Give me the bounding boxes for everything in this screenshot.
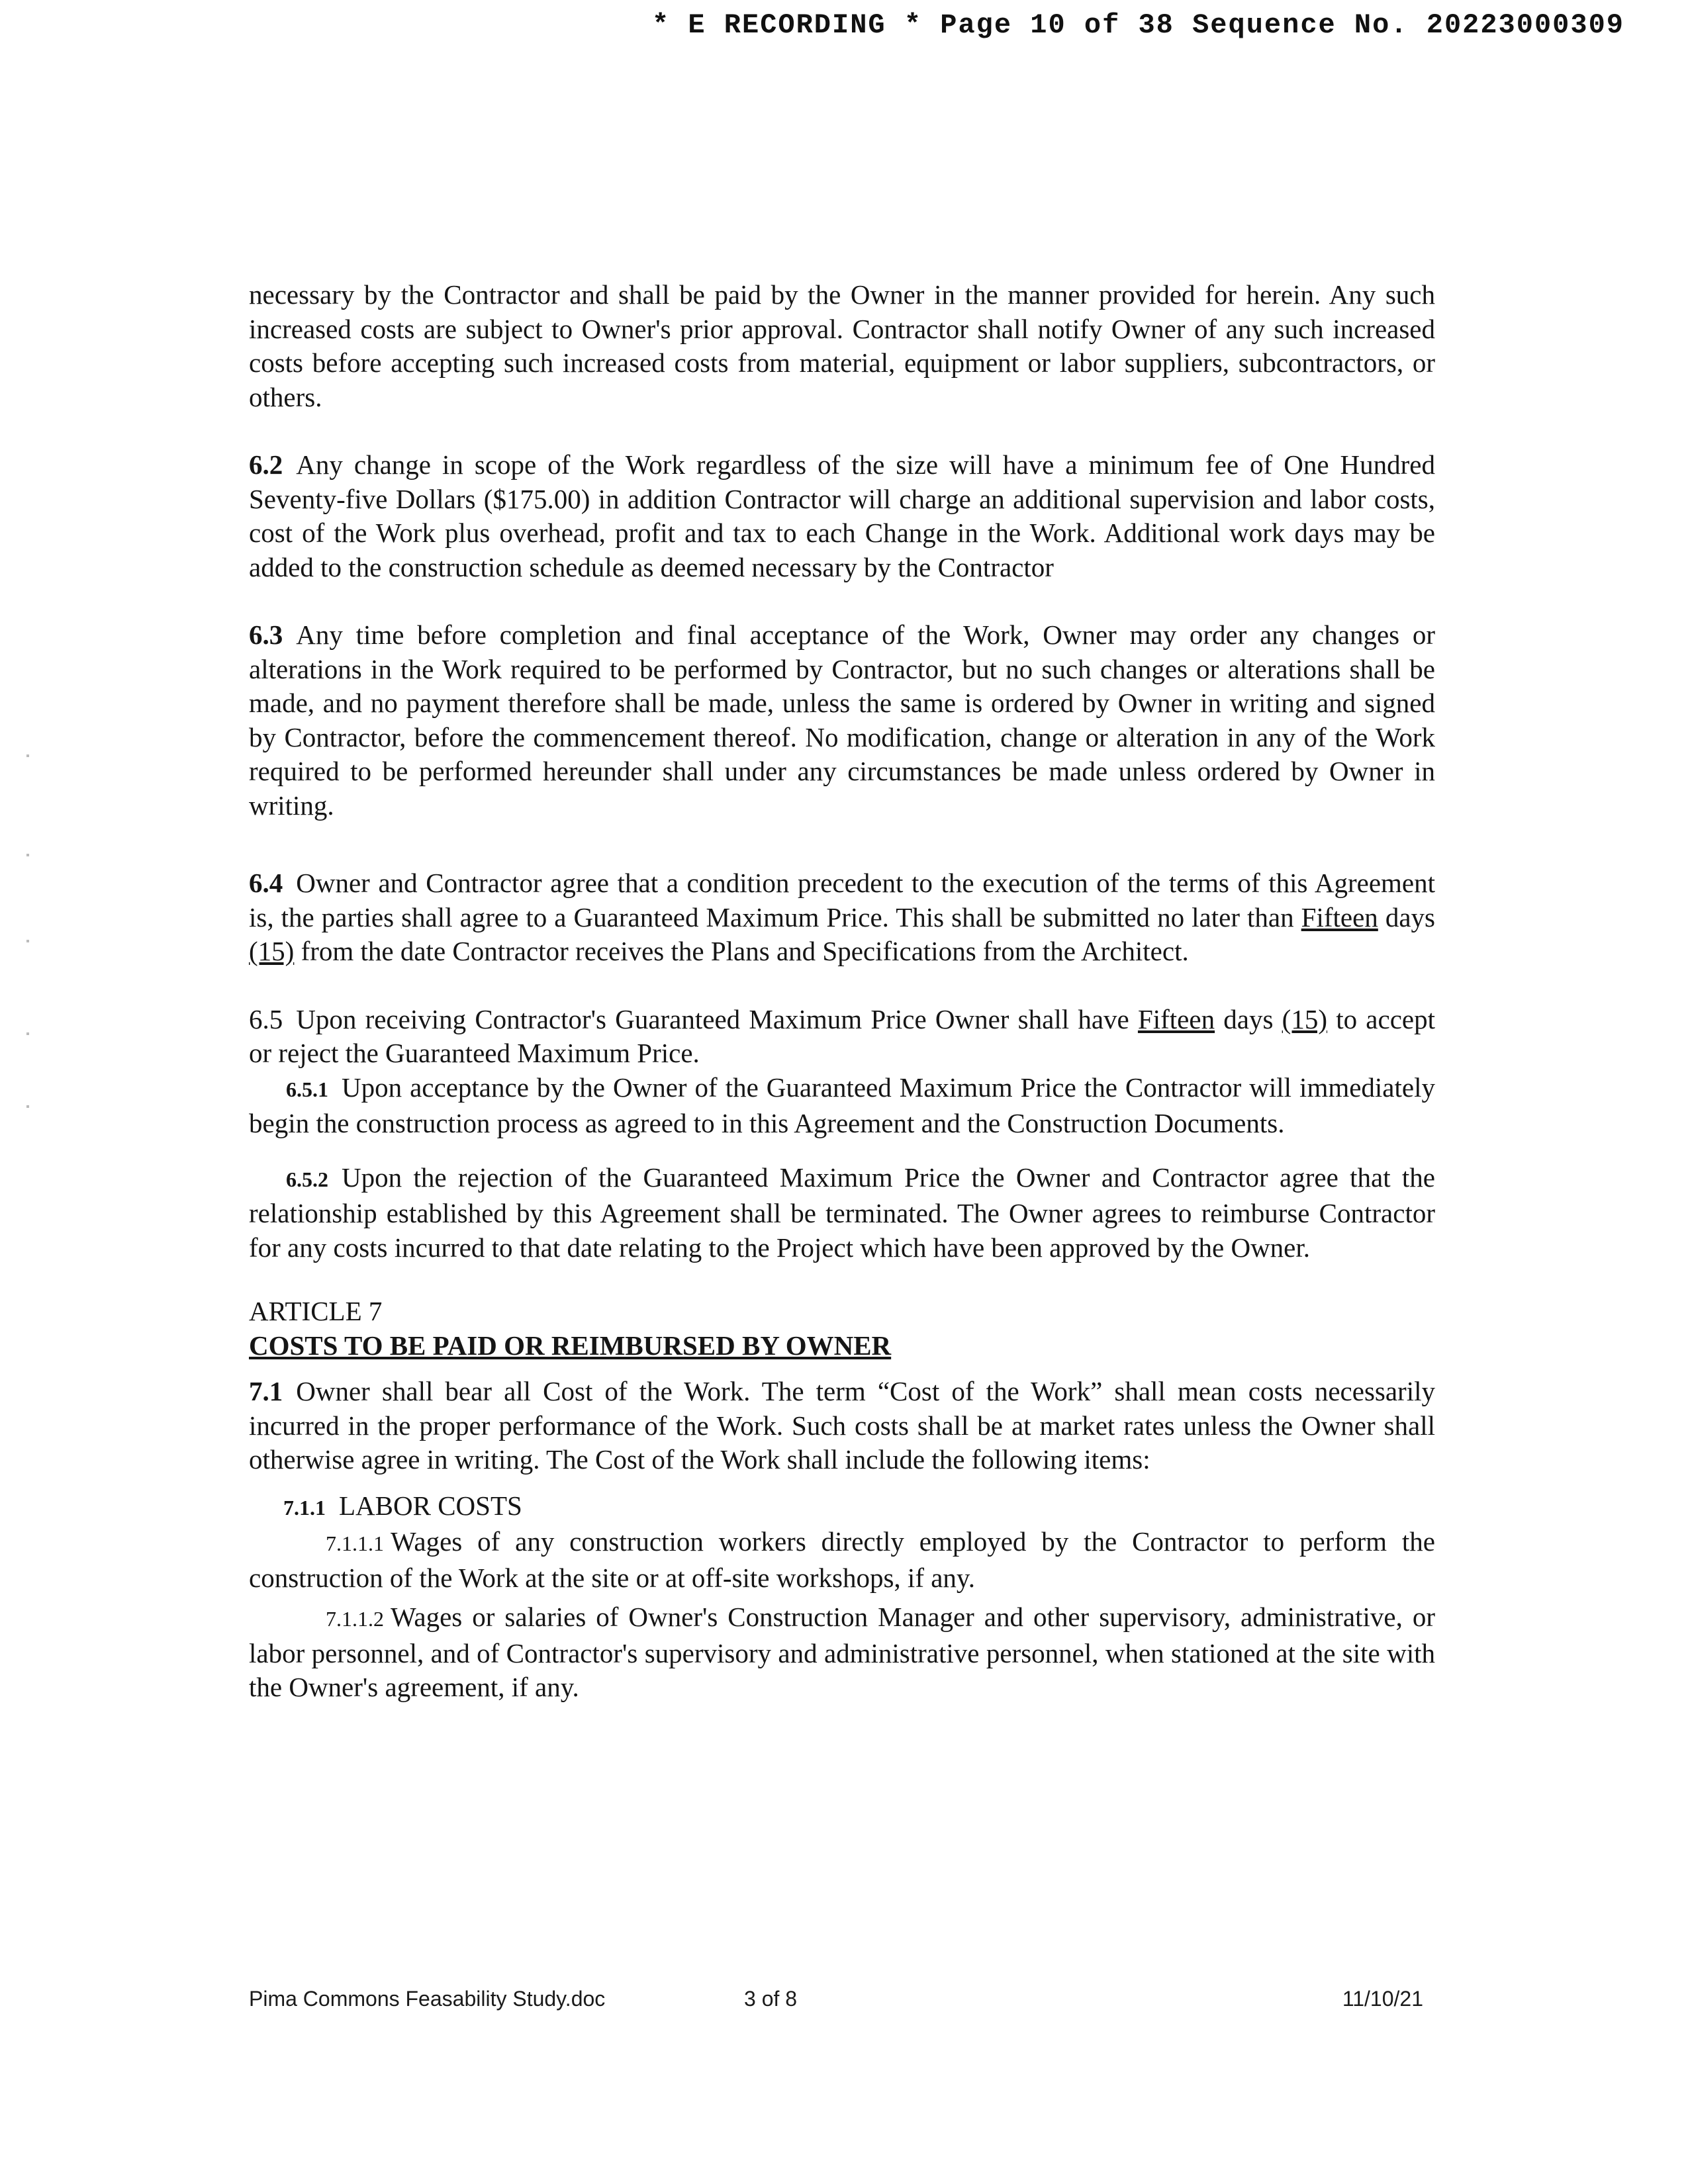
recording-header: * E RECORDING * Page 10 of 38 Sequence No. 20223000309 <box>651 9 1624 41</box>
section-number: 6.5.2 <box>286 1167 328 1191</box>
section-number: 7.1.1 <box>283 1495 326 1520</box>
section-6-2 <box>249 448 1435 584</box>
margin-mark <box>26 940 29 942</box>
section-7-1-1 <box>249 1489 1435 1525</box>
section-text: days <box>1223 1003 1274 1034</box>
document-body <box>249 278 1435 1705</box>
section-text: Wages of any construction workers directly employed by the Contractor to perform the construction of the Work at the site or at off-site workshops, if any. <box>249 1526 1435 1593</box>
paragraph-continuation <box>249 278 1435 414</box>
section-text: Upon acceptance by the Owner of the Guaranteed Maximum Price the Contractor will immediately begin the construction process as agreed to in this Agreement and the Construction Documents. <box>249 1071 1435 1138</box>
section-number: 6.3 <box>249 619 283 650</box>
underlined-term: (15) <box>1282 1003 1327 1034</box>
paragraph-text: necessary by the Contractor and shall be paid by the Owner in the manner provided for herein. Any such increased costs are subject to Owner's prior approval. Contractor shall notify Owner of any such increased costs before accepting such increased costs from material, equipment or labor suppliers, subcontractors, or others. <box>249 279 1435 412</box>
section-6-3 <box>249 618 1435 823</box>
section-number: 6.2 <box>249 449 283 480</box>
section-number: 7.1 <box>249 1376 283 1406</box>
section-6-5 <box>249 1003 1435 1071</box>
section-6-5-1 <box>249 1071 1435 1141</box>
section-text: Wages or salaries of Owner's Construction Manager and other supervisory, administrative, or labor personnel, and of Contractor's supervisory and administrative personnel, when stationed at the site with the Owner's agreement, if any. <box>249 1602 1435 1702</box>
section-text: from the date Contractor receives the Plans and Specifications from the Architect. <box>301 936 1189 966</box>
footer-date: 11/10/21 <box>1342 1987 1423 2011</box>
section-number: 6.4 <box>249 868 283 898</box>
section-7-1 <box>249 1375 1435 1477</box>
section-text: days <box>1385 901 1435 933</box>
section-number: 6.5 <box>249 1003 283 1034</box>
section-text: to accept or reject the Guaranteed Maximum Price. <box>249 1003 1435 1068</box>
underlined-term: (15) <box>249 936 295 966</box>
margin-mark <box>26 754 29 757</box>
section-7-1-1-2 <box>249 1600 1435 1705</box>
section-text: Any time before completion and final acceptance of the Work, Owner may order any changes or alterations in the Work required to be performed by Contractor, but no such changes or alterations shall be made, and no payment therefore shall be made, unless the same is ordered by Owner in writing and signed by Contractor, before the commencement thereof. No modification, change or alteration in any of the Work required to be performed hereunder shall under any circumstances be made unless ordered by Owner in writing. <box>249 619 1435 821</box>
underlined-term: Fifteen <box>1301 901 1378 933</box>
section-number: 7.1.1.2 <box>326 1607 384 1631</box>
section-number: 7.1.1.1 <box>326 1531 384 1555</box>
underlined-term: Fifteen <box>1137 1003 1215 1034</box>
section-text: Upon the rejection of the Guaranteed Maximum Price the Owner and Contractor agree that the relationship established by this Agreement shall be terminated. The Owner agrees to reimburse Contractor for any costs incurred to that date relating to the Project which have been approved by the Owner. <box>249 1161 1435 1263</box>
section-text: Upon receiving Contractor's Guaranteed Maximum Price Owner shall have <box>296 1003 1129 1034</box>
margin-mark <box>26 1105 29 1108</box>
article-label: ARTICLE 7 <box>249 1296 383 1326</box>
section-text: Owner and Contractor agree that a condition precedent to the execution of the terms of this Agreement is, the parties shall agree to a Guaranteed Maximum Price. This shall be submitted no later than <box>249 868 1435 933</box>
footer-page-number: 3 of 8 <box>744 1987 798 2011</box>
article-title: COSTS TO BE PAID OR REIMBURSED BY OWNER <box>249 1330 892 1361</box>
page-footer <box>249 1987 1435 2020</box>
section-text: Owner shall bear all Cost of the Work. The term “Cost of the Work” shall mean costs necessarily incurred in the proper performance of the Work. Such costs shall be at market rates unless the Owner shall otherwise agree in writing. The Cost of the Work shall include the following items: <box>249 1376 1435 1475</box>
section-heading: LABOR COSTS <box>339 1490 522 1521</box>
footer-filename: Pima Commons Feasability Study.doc <box>249 1987 606 2011</box>
section-number: 6.5.1 <box>286 1077 328 1101</box>
section-7-1-1-1 <box>249 1525 1435 1595</box>
section-text: Any change in scope of the Work regardless of the size will have a minimum fee of One Hundred Seventy-five Dollars ($175.00) in addition Contractor will charge an additional supervision and labor costs, cost of the Work plus overhead, profit and tax to each Change in the Work. Additional work days may be added to the construction schedule as deemed necessary by the Contractor <box>249 449 1435 582</box>
margin-mark <box>26 1032 29 1035</box>
section-6-5-2 <box>249 1161 1435 1265</box>
margin-mark <box>26 854 29 856</box>
section-6-4 <box>249 866 1435 969</box>
